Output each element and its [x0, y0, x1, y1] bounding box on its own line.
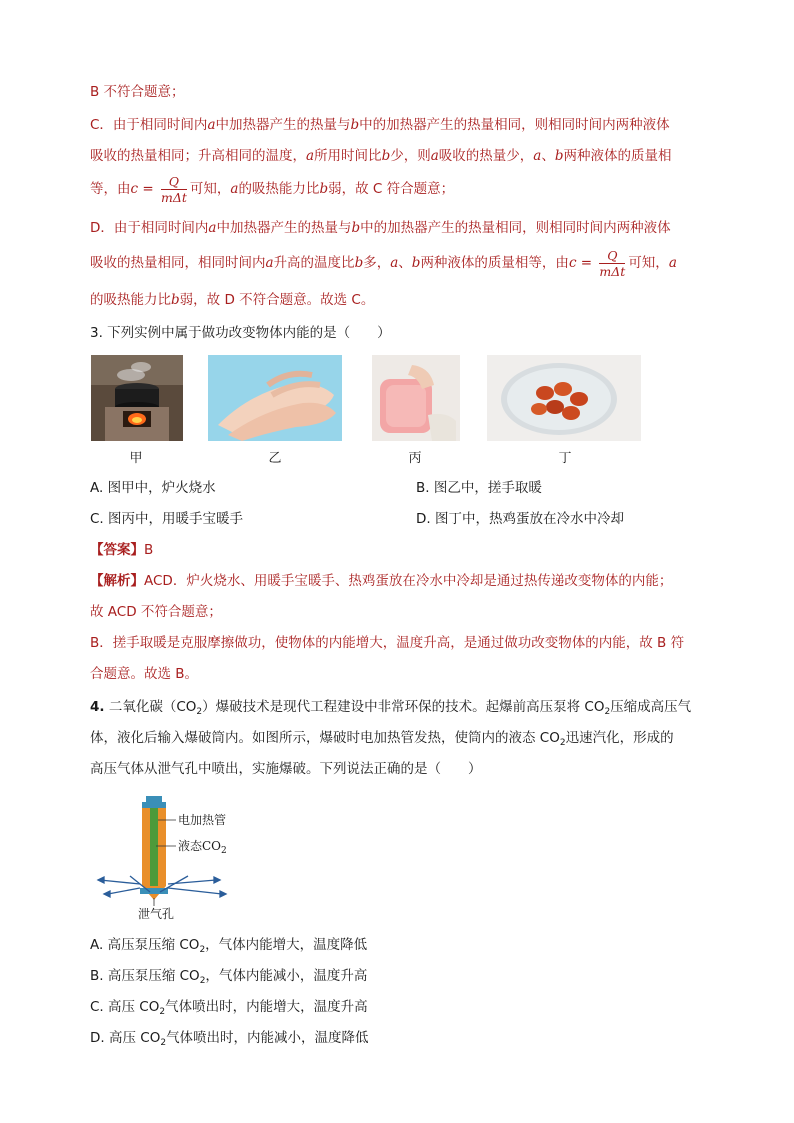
subscript: 2: [559, 738, 566, 748]
text: 吸收的热量相同，相同时间内: [90, 255, 266, 271]
text: 升高的温度比: [273, 255, 355, 271]
var-a: a: [265, 255, 274, 271]
question-number: 4.: [90, 699, 105, 715]
text: 弱，故 D 不符合题意。故选 C。: [179, 292, 375, 308]
co2-blasting-tube-diagram: [90, 790, 240, 922]
heat-capacity-fraction: [599, 248, 625, 279]
label-electric-heating-tube: 电加热管: [178, 813, 227, 827]
q4-stem-line3: 高压气体从泄气孔中喷出，实施爆破。下列说法正确的是（ ）: [90, 761, 482, 777]
fraction-denominator: mΔt: [160, 189, 187, 205]
text: 多，: [363, 255, 391, 271]
fraction-denominator: mΔt: [599, 263, 626, 279]
var-b: b: [171, 292, 180, 308]
q3-analysis-line3: B．搓手取暖是克服摩擦做功，使物体的内能增大，温度升高，是通过做功改变物体的内能，故 B 符: [90, 635, 685, 651]
text: ACD．炉火烧水、用暖手宝暖手、热鸡蛋放在冷水中冷却是通过热传递改变物体的内能；: [144, 573, 673, 589]
text: 少，则: [390, 148, 431, 164]
var-a: a: [430, 148, 439, 164]
q3-option-a: A. 图甲中，炉火烧水: [90, 480, 216, 496]
var-a: a: [306, 148, 315, 164]
caption-jia: 甲: [129, 451, 143, 466]
text: 体，液化后输入爆破筒内。如图所示，爆破时电加热管发热，使筒内的液态 CO: [90, 730, 560, 746]
var-b: b: [381, 148, 391, 164]
q3-answer: [90, 540, 153, 560]
text: 可知，: [628, 255, 669, 271]
subscript: 2: [221, 846, 227, 856]
photo-hand-warmer: [372, 355, 460, 441]
text: 弱，故 C 符合题意；: [328, 181, 455, 197]
q3-analysis-line4: 合题意。故选 B。: [90, 666, 199, 682]
q3-option-d: D. 图丁中，热鸡蛋放在冷水中冷却: [416, 511, 624, 527]
text: 吸收的热量少，: [438, 148, 534, 164]
subscript: 2: [199, 976, 206, 986]
fraction-numerator: Q: [599, 248, 625, 264]
q3-analysis-line1: [90, 571, 672, 591]
text: 等，由: [90, 181, 131, 197]
text: 、: [398, 255, 412, 271]
text: 吸收的热量相同；升高相同的温度，: [90, 148, 306, 164]
var-a: a: [668, 255, 677, 271]
q2-option-c-line1: [90, 115, 670, 135]
text: C．由于相同时间内: [90, 117, 208, 133]
subscript: 2: [604, 707, 611, 717]
subscript: 2: [159, 1007, 166, 1017]
var-b: b: [319, 181, 329, 197]
q2-option-c-line3: [90, 172, 454, 206]
text: ）爆破技术是现代工程建设中非常环保的技术。起爆前高压泵将 CO: [202, 699, 605, 715]
text: B. 高压泵压缩 CO: [90, 968, 200, 984]
text: 两种液体的质量相等，由: [420, 255, 569, 271]
q2-option-d-line1: [90, 218, 671, 238]
subscript: 2: [199, 945, 206, 955]
photo-rubbing-hands: [208, 355, 342, 441]
var-b: b: [554, 148, 564, 164]
analysis-tag: 【解析】: [90, 573, 144, 589]
text: 中的加热器产生的热量相同，则相同时间内两种液体: [359, 117, 670, 133]
text: ，气体内能增大，温度降低: [205, 937, 368, 953]
text: D．由于相同时间内: [90, 220, 209, 236]
text: 液态CO: [178, 839, 222, 853]
text: 迅速汽化，形成的: [565, 730, 674, 746]
var-b: b: [354, 255, 364, 271]
answer-value: B: [144, 542, 154, 558]
photo-eggs-in-cold-water: [487, 355, 641, 441]
q3-option-b: B. 图乙中，搓手取暖: [416, 480, 542, 496]
var-c: c: [568, 255, 577, 271]
heat-capacity-fraction: [161, 174, 187, 205]
text: A. 高压泵压缩 CO: [90, 937, 200, 953]
q2-option-c-line2: [90, 146, 672, 166]
text: 气体喷出时，内能增大，温度升高: [165, 999, 368, 1015]
text: 中的加热器产生的热量相同，则相同时间内两种液体: [360, 220, 671, 236]
text: 压缩成高压气: [610, 699, 692, 715]
q4-option-a: [90, 935, 367, 960]
var-a: a: [208, 220, 217, 236]
q4-option-b: [90, 966, 367, 991]
q2-option-d-line3: [90, 290, 374, 310]
var-c: c: [130, 181, 139, 197]
equals: =: [576, 255, 597, 271]
text: 二氧化碳（CO: [104, 699, 197, 715]
q3-stem: 3. 下列实例中属于做功改变物体内能的是（ ）: [90, 325, 391, 341]
text: 、: [541, 148, 555, 164]
q2-option-b-conclusion: B 不符合题意；: [90, 84, 185, 100]
var-a: a: [230, 181, 239, 197]
q4-option-c: [90, 997, 368, 1022]
subscript: 2: [196, 707, 203, 717]
fraction-numerator: Q: [161, 174, 187, 190]
caption-yi: 乙: [268, 451, 282, 466]
var-b: b: [351, 220, 361, 236]
text: 两种液体的质量相: [563, 148, 672, 164]
equals: =: [138, 181, 158, 197]
text: D. 高压 CO: [90, 1030, 161, 1046]
text: 的吸热能力比: [238, 181, 320, 197]
q4-stem-line1: [90, 697, 691, 722]
q3-option-c: C. 图丙中，用暖手宝暖手: [90, 511, 244, 527]
caption-bing: 丙: [408, 451, 422, 466]
text: 中加热器产生的热量与: [215, 117, 351, 133]
q4-stem-line2: [90, 728, 674, 753]
var-a: a: [533, 148, 542, 164]
text: 可知，: [189, 181, 231, 197]
photo-stove-boiling-water: [91, 355, 183, 441]
var-b: b: [411, 255, 421, 271]
var-a: a: [390, 255, 399, 271]
answer-tag: 【答案】: [90, 542, 144, 558]
text: ，气体内能减小，温度升高: [205, 968, 368, 984]
q4-option-d: [90, 1028, 369, 1053]
subscript: 2: [160, 1038, 167, 1048]
q2-option-d-line2: [90, 246, 677, 280]
text: 的吸热能力比: [90, 292, 171, 308]
var-a: a: [207, 117, 216, 133]
label-vent-hole: 泄气孔: [138, 907, 175, 921]
caption-ding: 丁: [558, 451, 572, 466]
q3-analysis-line2: 故 ACD 不符合题意；: [90, 604, 222, 620]
text: 中加热器产生的热量与: [216, 220, 352, 236]
text: 所用时间比: [314, 148, 382, 164]
text: 气体喷出时，内能减小，温度降低: [166, 1030, 369, 1046]
text: C. 高压 CO: [90, 999, 160, 1015]
label-liquid-co2: [178, 837, 227, 856]
var-b: b: [350, 117, 360, 133]
